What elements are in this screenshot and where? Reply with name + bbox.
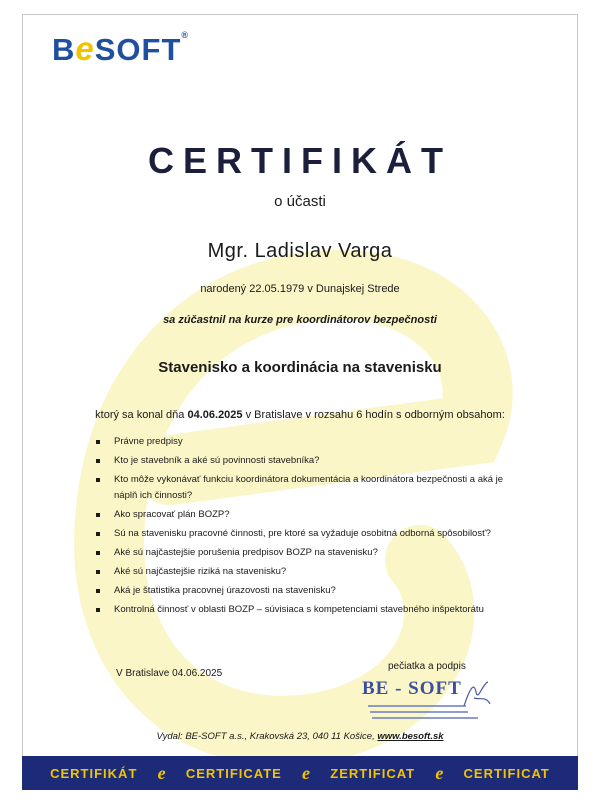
bullet-icon [96, 532, 100, 536]
stamp-signature-label: pečiatka a podpis [388, 661, 466, 672]
footer-word: CERTIFICATE [185, 765, 282, 781]
certificate-frame [22, 14, 578, 774]
bullet-icon [96, 589, 100, 593]
list-item: Kto je stavebník a aké sú povinnosti stavebníka? [96, 453, 526, 469]
list-item: Sú na stavenisku pracovné činnosti, pre ktoré sa vyžaduje osobitná odborná spôsobilosť? [96, 526, 526, 542]
stamp-detail-lines [348, 702, 493, 722]
footer-banner [22, 756, 578, 790]
website-link[interactable]: www.besoft.sk [377, 731, 444, 742]
bullet-icon [96, 513, 100, 517]
e-logo-icon: e [302, 762, 311, 783]
list-item: Aké sú najčastejšie riziká na stavenisku? [96, 564, 526, 580]
list-item: Aké sú najčastejšie porušenia predpisov BOZP na stavenisku? [96, 545, 526, 561]
list-item: Kontrolná činnosť v oblasti BOZP – súvisiaca s kompetenciami stavebného inšpektorátu [96, 602, 526, 618]
bullet-icon [96, 551, 100, 555]
bullet-icon [96, 440, 100, 444]
footer-word: CERTIFIKÁT [50, 765, 138, 781]
besoft-logo: BeSOFT® [52, 30, 190, 67]
list-item: Právne predpisy [96, 434, 526, 450]
stamp-company-name: BE - SOFT [362, 678, 462, 699]
e-logo-icon: e [435, 762, 444, 783]
list-item: Aká je štatistika pracovnej úrazovosti na stavenisku? [96, 583, 526, 599]
bullet-icon [96, 570, 100, 574]
footer-word: ZERTIFICAT [330, 765, 416, 781]
attendance-statement: sa zúčastnil na kurze pre koordinátorov bezpečnosti [163, 314, 437, 326]
birth-info: narodený 22.05.1979 v Dunajskej Strede [200, 283, 400, 295]
bullet-icon [96, 459, 100, 463]
bullet-icon [96, 608, 100, 612]
place-and-date: V Bratislave 04.06.2025 [116, 668, 223, 679]
course-name: Stavenisko a koordinácia na stavenisku [158, 359, 442, 376]
issuer-line: Vydal: BE-SOFT a.s., Krakovská 23, 040 11 Košice, www.besoft.sk [156, 731, 444, 742]
list-item: Ako spracovať plán BOZP? [96, 507, 526, 523]
certificate-title: CERTIFIKÁT [148, 140, 452, 181]
list-item: Kto môže vykonávať funkciu koordinátora dokumentácia a koordinátora bezpečnosti a aká je náplň ich činnosti? [96, 472, 526, 504]
footer-word: CERTIFICAT [463, 765, 550, 781]
topics-list [96, 434, 526, 621]
certificate-subtitle: o účasti [274, 193, 326, 210]
recipient-name: Mgr. Ladislav Varga [207, 240, 393, 262]
course-held-info: ktorý sa konal dňa 04.06.2025 v Bratislave v rozsahu 6 hodín s odborným obsahom: [95, 409, 505, 421]
e-logo-icon: e [157, 762, 166, 783]
company-stamp [348, 678, 493, 724]
bullet-icon [96, 478, 100, 482]
